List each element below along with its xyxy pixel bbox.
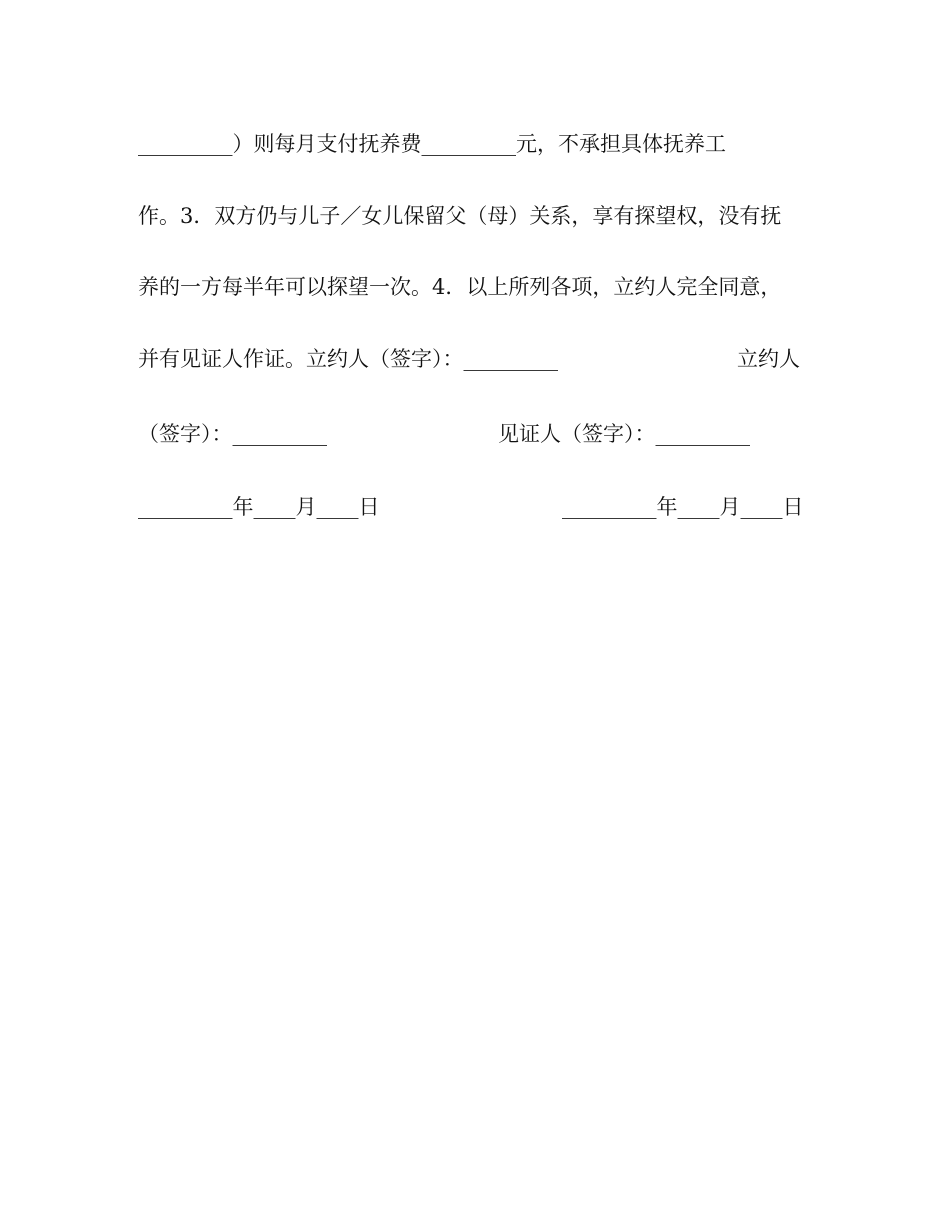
text-line-5-left: （签字）：_________ xyxy=(138,422,327,446)
text-line-4-right: 立约人 xyxy=(737,347,800,371)
date-line-right: _________年____月____日 xyxy=(562,495,804,519)
text-line-3: 养的一方每半年可以探望一次。4．以上所列各项，立约人完全同意， xyxy=(138,275,782,299)
text-line-2: 作。3．双方仍与儿子／女儿保留父（母）关系，享有探望权，没有抚 xyxy=(138,204,782,228)
text-line-4-left: 并有见证人作证。立约人（签字）：_________ xyxy=(138,347,558,371)
text-line-1: _________）则每月支付抚养费_________元，不承担具体抚养工 xyxy=(138,132,726,156)
text-line-5-right: 见证人（签字）：_________ xyxy=(498,422,750,446)
date-line-left: _________年____月____日 xyxy=(138,495,380,519)
